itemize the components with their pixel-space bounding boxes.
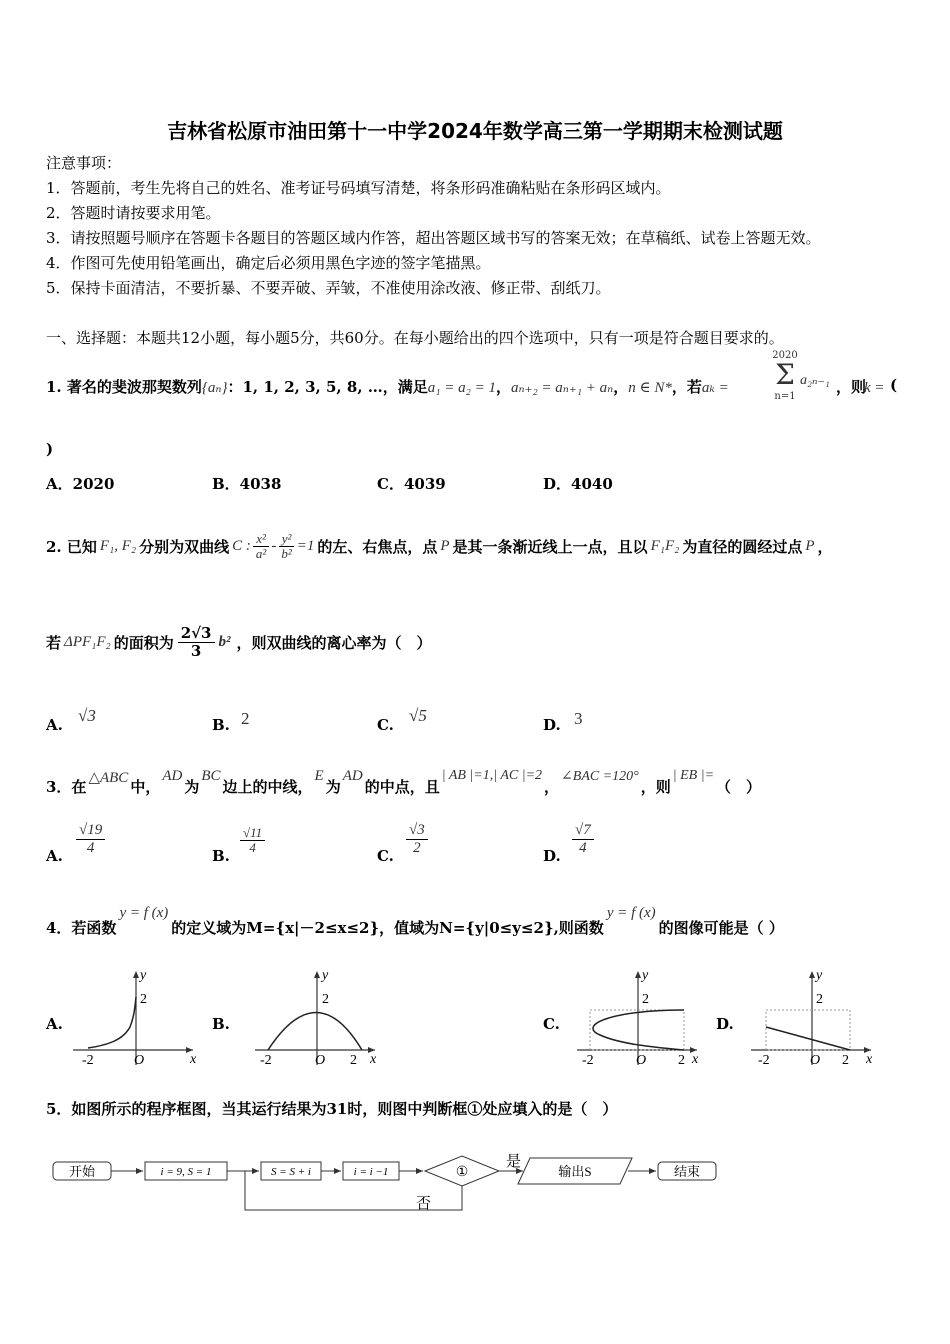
q2-text-3: 的左、右焦点，点 bbox=[317, 538, 438, 557]
flow-output: 输出S bbox=[558, 1164, 592, 1179]
y-tick-2: 2 bbox=[816, 992, 823, 1007]
y-arrow-icon bbox=[314, 971, 320, 978]
q3-text-1: 3．在 bbox=[46, 778, 87, 796]
q1-text-1: 1. 著名的斐波那契数列 bbox=[46, 378, 202, 396]
q2-foci: F₁, F₂ bbox=[99, 538, 137, 555]
q1-close-paren: ) bbox=[46, 440, 54, 458]
q3-line bbox=[46, 768, 761, 797]
q1-ak: aₖ = bbox=[701, 380, 729, 396]
q1-text-4: ，则 bbox=[836, 378, 867, 396]
q3-cond: | AB |=1,| AC |=2 bbox=[441, 768, 543, 783]
q1-sum-term: a₂ₙ₋₁ bbox=[800, 373, 830, 388]
q3-text-5: 为 bbox=[325, 778, 341, 796]
q1-cond1: a₁ = a₂ = 1 bbox=[427, 380, 496, 396]
q3-option-c-den: 2 bbox=[413, 839, 421, 856]
notice-item-3: 3．请按照题号顺序在答题卡各题目的答题区域内作答，超出答题区域书写的答案无效；在草稿纸、试卷上答题无效。 bbox=[46, 229, 821, 247]
curve bbox=[766, 1027, 850, 1050]
q4-fx: y = f (x) bbox=[119, 905, 169, 921]
flow-end: 结束 bbox=[673, 1164, 701, 1179]
q3-eb: | EB |= bbox=[672, 768, 715, 783]
q2-line2-text-3: ，则双曲线的离心率为（ ） bbox=[236, 633, 432, 652]
q3-option-c-num: √3 bbox=[406, 822, 428, 840]
q4-text-2: 的定义域为M={x|－2≤x≤2}，值域为N={y|0≤y≤2},则函数 bbox=[171, 919, 604, 937]
x-tick-neg2: -2 bbox=[82, 1053, 94, 1068]
q2-text-1: 2. 已知 bbox=[46, 538, 97, 557]
q3-text-6: 的中点，且 bbox=[364, 778, 440, 796]
q2-option-c-value: √5 bbox=[409, 706, 427, 725]
q2-line2-text-1: 若 bbox=[46, 633, 62, 652]
x-tick-neg2: -2 bbox=[758, 1053, 770, 1068]
q2-line2-text-2: 的面积为 bbox=[113, 633, 174, 652]
q2-area-den: 3 bbox=[190, 641, 202, 660]
y-arrow-icon bbox=[809, 971, 815, 978]
q1-cond2: aₙ₊₂ = aₙ₊₁ + aₙ bbox=[510, 380, 614, 396]
q4-text-3: 的图像可能是（ ） bbox=[658, 919, 784, 937]
origin-label: O bbox=[315, 1053, 326, 1068]
x-tick-neg2: -2 bbox=[260, 1053, 272, 1068]
flow-step2: i = i −1 bbox=[353, 1166, 389, 1178]
q2-text-6: ， bbox=[817, 538, 833, 557]
q2-text-4: 是其一条渐近线上一点，且以 bbox=[452, 538, 648, 557]
flow-yes: 是 bbox=[506, 1154, 522, 1170]
y-tick-2: 2 bbox=[642, 992, 649, 1007]
q3-text-8: ，则 bbox=[640, 778, 671, 796]
q2-p: P bbox=[440, 538, 450, 555]
q3-text-9: （ ） bbox=[716, 778, 762, 796]
q3-option-d-den: 4 bbox=[579, 839, 587, 856]
q2-b2: b² bbox=[281, 546, 292, 562]
notice-heading: 注意事项： bbox=[46, 154, 122, 172]
q2-f1f2: F₁F₂ bbox=[650, 538, 680, 555]
x-label: x bbox=[370, 1052, 377, 1067]
q2-line-1 bbox=[46, 532, 833, 562]
q4-text-1: 4．若函数 bbox=[46, 919, 117, 937]
exam-title: 吉林省松原市油田第十一中学2024年数学高三第一学期期末检测试题 bbox=[167, 119, 783, 143]
q4-graph-b bbox=[250, 965, 390, 1070]
q1-option-b: B．4038 bbox=[212, 475, 282, 493]
q3-text-4: 边上的中线， bbox=[222, 778, 313, 796]
q2-option-d-value: 3 bbox=[574, 709, 583, 728]
q1-option-d: D．4040 bbox=[543, 475, 613, 493]
q4-graph-a bbox=[68, 965, 208, 1070]
q4-fx2: y = f (x) bbox=[606, 905, 656, 921]
q4-graph-c bbox=[572, 965, 712, 1070]
q1-sum-symbol: Σ bbox=[775, 358, 795, 391]
notice-item-4: 4．作图可先使用铅笔画出，确定后必须用黑色字迹的签字笔描黑。 bbox=[46, 254, 491, 272]
notice-item-5: 5．保持卡面清洁，不要折暴、不要弄破、弄皱，不准使用涂改液、修正带、刮纸刀。 bbox=[46, 279, 611, 297]
q4-option-c-label: C. bbox=[543, 1015, 560, 1033]
q3-option-a-den: 4 bbox=[86, 839, 95, 856]
q1-option-c: C．4039 bbox=[377, 475, 446, 493]
y-label: y bbox=[322, 968, 329, 983]
x-tick-2: 2 bbox=[350, 1053, 357, 1068]
notice-item-1: 1．答题前，考生先将自己的姓名、准考证号码填写清楚，将条形码准确粘贴在条形码区域内。 bbox=[46, 179, 671, 197]
q2-c-label: C : bbox=[232, 538, 251, 555]
q3-option-d-num: √7 bbox=[572, 822, 594, 840]
q1-seq: {aₙ} bbox=[201, 380, 228, 396]
x-tick-2: 2 bbox=[842, 1053, 849, 1068]
x-tick-2: 2 bbox=[678, 1053, 685, 1068]
q1-text-5: ( bbox=[890, 376, 898, 394]
q2-option-a-label: A. bbox=[46, 716, 63, 734]
q4-option-b-label: B. bbox=[212, 1015, 230, 1033]
q3-ad2: AD bbox=[342, 768, 363, 784]
q1-comma1: ， bbox=[495, 378, 511, 396]
q5-text: 5．如图所示的程序框图，当其运行结果为31时，则图中判断框①处应填入的是（ ） bbox=[46, 1100, 618, 1118]
q3-option-c-label: C. bbox=[377, 847, 394, 865]
q3-option-a-num: √19 bbox=[76, 822, 105, 840]
q2-option-b-label: B. bbox=[212, 716, 230, 734]
q1-line bbox=[46, 376, 729, 397]
y-label: y bbox=[140, 968, 147, 983]
q4-line bbox=[46, 905, 784, 938]
q2-triangle: ΔPF₁F₂ bbox=[64, 633, 111, 650]
q2-minus: - bbox=[271, 538, 277, 555]
q2-option-b-value: 2 bbox=[241, 709, 250, 728]
q2-frac-x bbox=[253, 532, 269, 562]
q2-option-d-label: D. bbox=[543, 716, 561, 734]
q3-bc: BC bbox=[201, 768, 221, 784]
notice-item-2: 2．答题时请按要求用笔。 bbox=[46, 204, 221, 222]
q2-text-5: 为直径的圆经过点 bbox=[682, 538, 803, 557]
flow-init: i = 9, S = 1 bbox=[160, 1166, 212, 1178]
q3-option-d-label: D. bbox=[543, 847, 561, 865]
q1-option-a: A．2020 bbox=[46, 475, 115, 493]
q2-line-2 bbox=[46, 625, 432, 659]
q1-sum-bottom: n=1 bbox=[774, 391, 796, 402]
curve bbox=[268, 1013, 362, 1051]
q3-text-2: 中， bbox=[130, 778, 161, 796]
q1-text-3: ，若 bbox=[671, 378, 702, 396]
y-tick-2: 2 bbox=[322, 992, 329, 1007]
q2-option-c-label: C. bbox=[377, 716, 394, 734]
q2-area-b: b² bbox=[218, 633, 231, 650]
q3-option-a-label: A. bbox=[46, 847, 63, 865]
q3-e: E bbox=[314, 768, 324, 784]
q3-angle: ∠BAC =120° bbox=[561, 769, 639, 784]
q3-text-3: 为 bbox=[184, 778, 200, 796]
q3-text-7: ， bbox=[544, 778, 560, 796]
q1-k: k = bbox=[864, 380, 885, 396]
q2-area-frac bbox=[178, 625, 215, 659]
q3-option-b-label: B. bbox=[212, 847, 230, 865]
q2-text-2: 分别为双曲线 bbox=[139, 538, 230, 557]
q2-x2: x² bbox=[253, 532, 269, 547]
flow-cond: ① bbox=[455, 1165, 469, 1180]
q5-flowchart bbox=[50, 1148, 730, 1220]
y-arrow-icon bbox=[635, 971, 641, 978]
x-tick-neg2: -2 bbox=[582, 1053, 594, 1068]
q3-ad: AD bbox=[162, 768, 183, 784]
origin-label: O bbox=[636, 1053, 647, 1068]
q3-option-c-frac bbox=[406, 822, 428, 856]
y-tick-2: 2 bbox=[140, 992, 147, 1007]
q2-option-a-value: √3 bbox=[78, 706, 96, 725]
q2-eq1: =1 bbox=[296, 538, 315, 555]
x-label: x bbox=[190, 1052, 197, 1067]
x-label: x bbox=[692, 1052, 699, 1067]
y-label: y bbox=[816, 968, 823, 983]
q4-option-d-label: D. bbox=[716, 1015, 734, 1033]
q2-a2: a² bbox=[255, 546, 267, 562]
q3-option-a-frac bbox=[76, 822, 105, 856]
y-label: y bbox=[642, 968, 649, 983]
q2-frac-y bbox=[278, 532, 294, 562]
q2-p2: P bbox=[805, 538, 815, 555]
flow-start: 开始 bbox=[68, 1164, 96, 1179]
q1-cond3: n ∈ N* bbox=[628, 380, 672, 396]
curve bbox=[88, 997, 136, 1048]
q1-sum-top: 2020 bbox=[772, 350, 798, 361]
q3-option-b-den: 4 bbox=[249, 840, 256, 856]
q1-text-2: ：1, 1, 2, 3, 5, 8, …，满足 bbox=[227, 378, 428, 396]
q3-triangle: △ABC bbox=[88, 770, 129, 786]
q4-option-a-label: A. bbox=[46, 1015, 63, 1033]
origin-label: O bbox=[134, 1053, 145, 1068]
q2-y2: y² bbox=[279, 532, 295, 547]
q2-area-num: 2√3 bbox=[178, 625, 215, 643]
q4-graph-d bbox=[746, 965, 886, 1070]
flow-no: 否 bbox=[416, 1196, 432, 1212]
q3-option-b-num: √11 bbox=[240, 826, 265, 841]
q3-option-b-frac bbox=[240, 826, 265, 856]
q3-option-d-frac bbox=[572, 822, 594, 856]
origin-label: O bbox=[810, 1053, 821, 1068]
section-heading: 一、选择题：本题共12小题，每小题5分，共60分。在每小题给出的四个选项中，只有一项是符合题目要求的。 bbox=[46, 329, 784, 347]
y-arrow-icon bbox=[133, 971, 139, 978]
flow-step1: S = S + i bbox=[271, 1166, 311, 1178]
x-label: x bbox=[866, 1052, 873, 1067]
q1-comma2: ， bbox=[613, 378, 629, 396]
